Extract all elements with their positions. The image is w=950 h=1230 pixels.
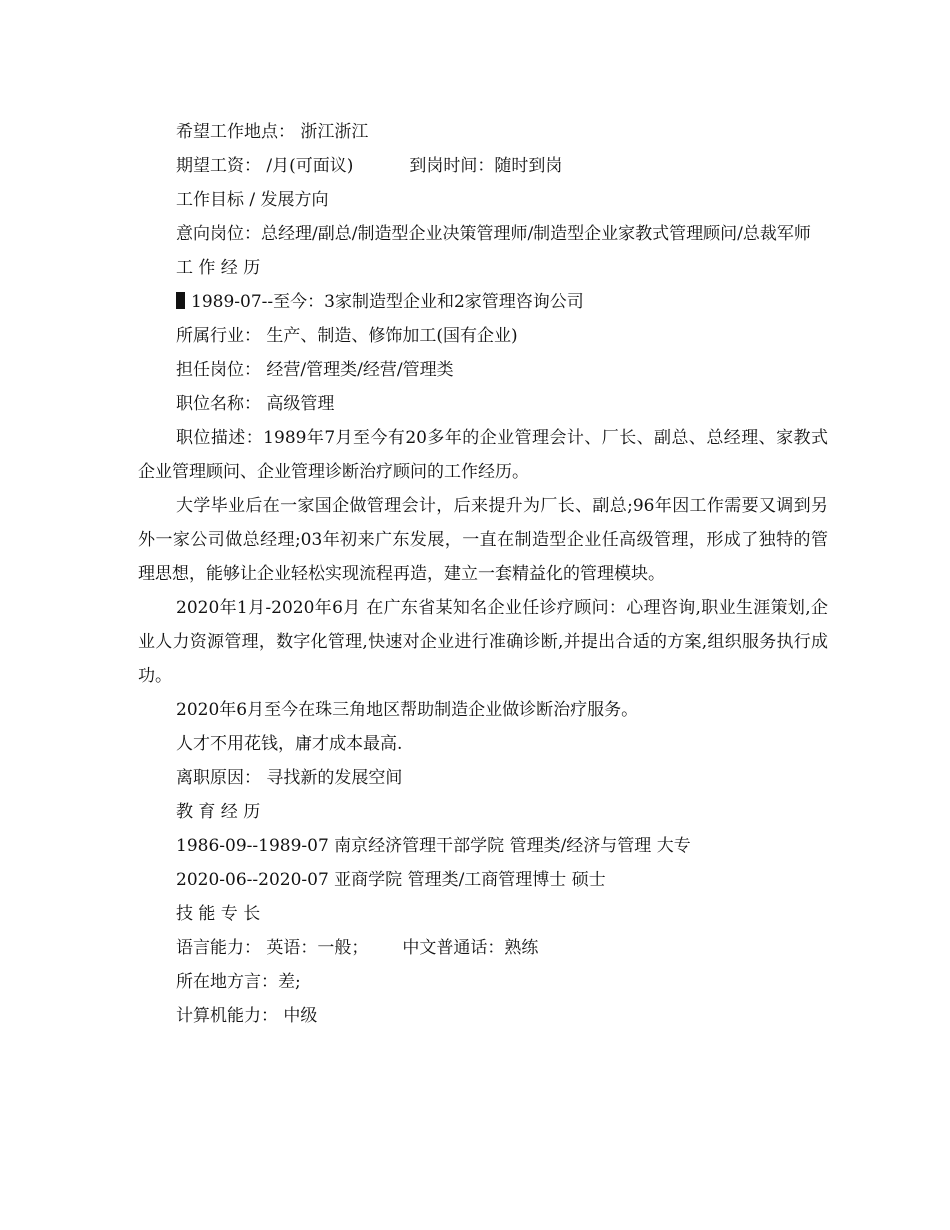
salary-arrival-row [138,149,828,183]
work-experience-heading: 工 作 经 历 [176,258,261,278]
language-row [138,931,828,965]
dialect-level: 所在地方言：差; [176,972,301,992]
education-heading: 教 育 经 历 [176,802,261,822]
skills-heading: 技 能 专 长 [176,904,261,924]
goal-heading: 工作目标 / 发展方向 [176,190,329,210]
experience-paragraph-2: 2020年1月-2020年6月 在广东省某知名企业任诊疗顾问：心理咨询,职业生涯策划,企业人力资源管理，数字化管理,快速对企业进行准确诊断,并提出合适的方案,组织服务执行成功。 [138,598,828,686]
resume-content [138,115,828,1033]
desired-location: 希望工作地点： 浙江浙江 [176,122,369,142]
job-period-row [138,285,828,319]
motto: 人才不用花钱，庸才成本最高. [176,734,403,754]
education-entry-1: 1986-09--1989-07 南京经济管理干部学院 管理类/经济与管理 大专 [176,836,691,856]
english-level: 语言能力： 英语：一般； [176,938,369,958]
education-entry-2: 2020-06--2020-07 亚商学院 管理类/工商管理博士 硕士 [176,870,606,890]
position-title: 职位名称： 高级管理 [176,394,335,414]
computer-skill: 计算机能力： 中级 [176,1006,318,1026]
expected-salary: 期望工资： /月(可面议) [176,156,354,176]
industry: 所属行业： 生产、制造、修饰加工(国有企业) [176,326,518,346]
job-period: 1989-07--至今：3家制造型企业和2家管理咨询公司 [191,292,584,312]
post: 担任岗位： 经营/管理类/经营/管理类 [176,360,454,380]
experience-paragraph-1: 大学毕业后在一家国企做管理会计，后来提升为厂长、副总;96年因工作需要又调到另外一家公司做总经理;03年初来广东发展，一直在制造型企业任高级管理，形成了独特的管理思想，能够让企业轻松实现流程再造，建立一套精益化的管理模块。 [138,496,828,584]
experience-paragraph-3: 2020年6月至今在珠三角地区帮助制造企业做诊断治疗服务。 [176,700,639,720]
mandarin-level: 中文普通话：熟练 [402,938,539,958]
arrival-time: 到岗时间：随时到岗 [409,156,563,176]
bullet-marker-icon [176,292,185,309]
leaving-reason: 离职原因： 寻找新的发展空间 [176,768,403,788]
position-description: 职位描述：1989年7月至今有20多年的企业管理会计、厂长、副总、总经理、家教式企业管理顾问、企业管理诊断治疗顾问的工作经历。 [138,428,828,482]
intended-positions: 意向岗位：总经理/副总/制造型企业决策管理师/制造型企业家教式管理顾问/总裁军师 [176,224,811,244]
